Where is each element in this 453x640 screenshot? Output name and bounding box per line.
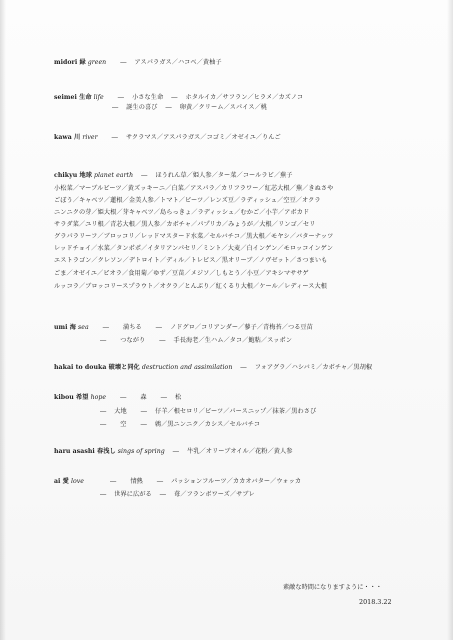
separator: ―	[171, 94, 178, 101]
course-english: life	[93, 94, 104, 101]
course-ingredients: サクラマス／アスパラガス／コゴミ／オゼイユ／りんご	[125, 134, 281, 141]
course-title: haru asashi 春浅し	[54, 448, 116, 455]
course-ingredients: ルッコラ／ブロッコリースプラウト／オクラ／とんぶり／紅くるり大根／ケール／レディース大根	[54, 283, 327, 290]
page-edge-shadow	[447, 0, 453, 640]
closing-message: 素敵な時間になりますように・・・	[283, 584, 382, 591]
course-ingredients: アスパラガス／ハコベ／黄柚子	[134, 59, 222, 66]
separator: ―	[100, 408, 107, 415]
course-kibou	[54, 394, 181, 402]
separator: ―	[110, 478, 117, 485]
separator: ―	[172, 448, 180, 455]
course-chikyu-line	[54, 245, 333, 253]
menu-date: 2018.3.22	[359, 598, 392, 606]
course-hakai	[54, 364, 372, 372]
course-subtitle: 小さな生命	[132, 94, 164, 101]
course-english: destruction and assimilation	[141, 364, 233, 371]
separator: ―	[100, 491, 107, 498]
separator: ―	[111, 134, 118, 141]
course-midori	[54, 59, 222, 67]
course-subtitle: 世界に広がる	[114, 491, 152, 498]
course-ingredients: 卵黄／クリーム／スパイス／桃	[179, 104, 268, 111]
course-chikyu-line	[54, 270, 309, 278]
course-title: midori 緑	[54, 59, 86, 66]
course-ingredients: 手長海老／生ハム／タコ／鮑粘／スッポン	[173, 337, 292, 344]
separator: ―	[120, 59, 127, 66]
course-umi-line2	[100, 337, 292, 345]
course-ingredients: フォアグラ／ハシバミ／カボチャ／黒胡椒	[254, 364, 373, 371]
course-ai	[54, 478, 301, 486]
separator: ―	[159, 337, 166, 344]
course-ingredients: 鶉／黒ニンニク／カシス／セルバチコ	[154, 421, 261, 428]
course-chikyu-line	[54, 283, 327, 291]
course-title: kawa 川	[54, 134, 81, 141]
course-english: planet earth	[94, 172, 134, 179]
course-subtitle: つながり	[120, 337, 146, 344]
course-english: green	[87, 59, 107, 66]
course-chikyu-line	[54, 257, 327, 265]
separator: ―	[240, 364, 247, 371]
course-kawa	[54, 134, 281, 142]
course-title: ai 愛	[54, 478, 69, 485]
course-ingredients: レッドチョイ／水菜／タンポポ／イタリアンパセリ／ミント／大麦／白インゲン／モロッコインゲン	[54, 245, 333, 252]
course-kibou-line3	[100, 421, 260, 429]
separator: ―	[159, 491, 166, 498]
separator: ―	[102, 324, 109, 331]
course-ingredients: 仔羊／根セロリ／ビーツ／パースニップ／抹茶／黒わさび	[155, 408, 317, 415]
course-ingredients: 苺／フランボワーズ／サブレ	[174, 491, 255, 498]
separator: ―	[100, 421, 107, 428]
course-haru	[54, 448, 292, 456]
separator: ―	[112, 104, 119, 111]
separator: ―	[120, 394, 127, 401]
separator: ―	[160, 394, 167, 401]
course-ingredients: 牛乳／オリーブオイル／花粉／黄人参	[187, 448, 293, 455]
course-subtitle: 誕生の喜び	[126, 104, 158, 111]
course-kibou-line2	[100, 408, 316, 416]
course-subtitle: 空	[120, 421, 127, 428]
course-ingredients: ごぼう／キャベツ／蓮根／金美人参／トマト／ビーツ／レンズ豆／ラディッシュ／空豆／オクラ	[54, 197, 321, 204]
course-subtitle: 情熱	[130, 478, 143, 485]
course-seimei	[54, 94, 303, 102]
separator: ―	[165, 104, 172, 111]
course-ingredients: パッションフルーツ／カカオバター／ウォッカ	[171, 478, 302, 485]
course-chikyu-line	[54, 209, 309, 217]
course-ingredients: ごま／オゼイユ／ピオラ／食用菊／ゆず／豆苗／メジソ／しもとう／小豆／アキシマササゲ	[54, 270, 309, 277]
course-subtitle: 大地	[114, 408, 127, 415]
separator: ―	[141, 172, 148, 179]
course-ai-line2	[100, 491, 255, 499]
course-title: kibou 希望	[54, 394, 89, 401]
course-chikyu-line	[54, 185, 333, 193]
course-seimei-line2	[112, 104, 267, 112]
course-subtitle: 満ちる	[123, 324, 142, 331]
course-chikyu	[54, 172, 293, 180]
course-chikyu-line	[54, 233, 333, 241]
separator: ―	[155, 324, 163, 331]
course-ingredients: グラパラリーフ／ブロッコリ／レッドマスタード水菜／セルバチコ／黒大根／モヤシ／バターナッツ	[54, 233, 334, 240]
course-ingredients: ほうれん草／姫人参／ター菜／コールラビ／蕪子	[155, 172, 293, 179]
course-ingredients: ノドグロ／コリアンダー／蓼子／青梅苔／つる豆苗	[170, 324, 313, 331]
course-title: chikyu 地球	[54, 172, 92, 179]
course-ingredients: エストラゴン／クレソン／デトロイト／ディル／トレビス／黒オリーブ／ノヴゼット／さつまいも	[54, 257, 328, 264]
separator: ―	[100, 337, 107, 344]
page-edge-shadow	[0, 0, 6, 640]
course-ingredients: サラダ菜／ユリ根／青芯大根／黒人参／カボチャ／パプリカ／みょうが／大根／リンゴ／セリ	[54, 221, 316, 228]
course-english: love	[70, 478, 84, 485]
course-chikyu-line	[54, 221, 315, 229]
course-title: seimei 生命	[54, 94, 92, 101]
separator: ―	[117, 94, 125, 101]
separator: ―	[140, 408, 148, 415]
course-english: hope	[90, 394, 107, 401]
course-subtitle: 森	[140, 394, 147, 401]
course-title: umi 海	[54, 324, 76, 331]
course-ingredients: 松	[174, 394, 182, 401]
separator: ―	[140, 421, 147, 428]
course-english: river	[82, 134, 98, 141]
course-english: sings of spring	[117, 448, 165, 455]
course-title: hakai to douka 破壊と同化	[54, 364, 140, 371]
course-ingredients: ホタルイカ／サフラン／ヒラメ／カズノコ	[185, 94, 304, 101]
course-ingredients: ニンニクの芽／姫大根／芽キャベツ／島らっきょ／ラディッシュ／むかご／小芋／アボカド	[54, 209, 310, 216]
course-english: sea	[78, 324, 89, 331]
course-ingredients: 小松菜／マーブルビーツ／黄ズッキーニ／白菜／アスパラ／カリフラワー／紅芯大根／蕪／きぬさや	[54, 185, 334, 192]
separator: ―	[156, 478, 164, 485]
course-chikyu-line	[54, 197, 321, 205]
course-umi	[54, 324, 313, 332]
